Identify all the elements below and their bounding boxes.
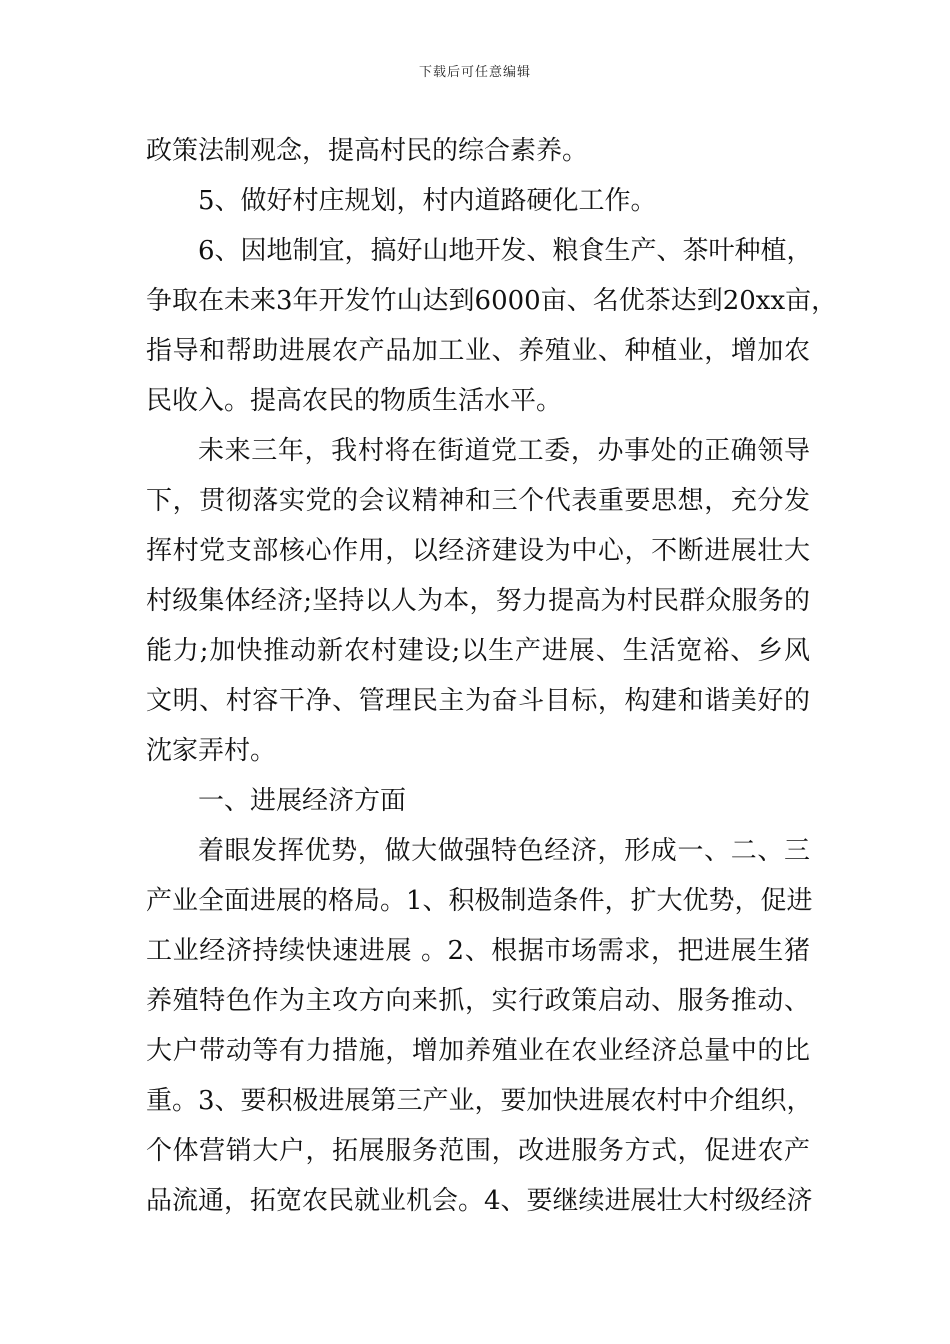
text-line: 能力;加快推动新农村建设;以生产进展、生活宽裕、乡风 xyxy=(146,636,810,666)
text-line: 个体营销大户，拓展服务范围，改进服务方式，促进农产 xyxy=(146,1136,810,1166)
text-line: 品流通，拓宽农民就业机会。4、要继续进展壮大村级经济 xyxy=(146,1186,813,1216)
text-line: 重。3、要积极进展第三产业，要加快进展农村中介组织， xyxy=(146,1086,813,1116)
text-line: 着眼发挥优势，做大做强特色经济，形成一、二、三 xyxy=(198,836,810,866)
text-line: 产业全面进展的格局。1、积极制造条件，扩大优势，促进 xyxy=(146,886,813,916)
text-line: 挥村党支部核心作用，以经济建设为中心，不断进展壮大 xyxy=(146,536,810,566)
text-line: 6、因地制宜，搞好山地开发、粮食生产、茶叶种植， xyxy=(198,236,813,266)
text-line: 沈家弄村。 xyxy=(146,736,277,766)
text-line: 指导和帮助进展农产品加工业、养殖业、种植业，增加农 xyxy=(146,336,810,366)
page-header-note: 下载后可任意编辑 xyxy=(418,65,531,80)
document-body xyxy=(146,126,838,1226)
text-line: 文明、村容干净、管理民主为奋斗目标，构建和谐美好的 xyxy=(146,686,810,716)
text-line: 工业经济持续快速进展 。2、根据市场需求，把进展生猪 xyxy=(146,936,810,966)
text-line: 政策法制观念，提高村民的综合素养。 xyxy=(146,136,589,166)
text-line: 大户带动等有力措施，增加养殖业在农业经济总量中的比 xyxy=(146,1036,810,1066)
text-line: 争取在未来3年开发竹山达到6000亩、名优茶达到20xx亩， xyxy=(146,286,838,316)
text-line: 5、做好村庄规划，村内道路硬化工作。 xyxy=(198,186,657,216)
text-line: 未来三年，我村将在街道党工委，办事处的正确领导 xyxy=(198,436,810,466)
text-line: 民收入。提高农民的物质生活水平。 xyxy=(146,386,563,416)
text-line: 下，贯彻落实党的会议精神和三个代表重要思想，充分发 xyxy=(146,486,810,516)
section-heading: 一、进展经济方面 xyxy=(198,786,407,816)
text-line: 养殖特色作为主攻方向来抓，实行政策启动、服务推动、 xyxy=(146,986,810,1016)
text-line: 村级集体经济;坚持以人为本，努力提高为村民群众服务的 xyxy=(146,586,810,616)
